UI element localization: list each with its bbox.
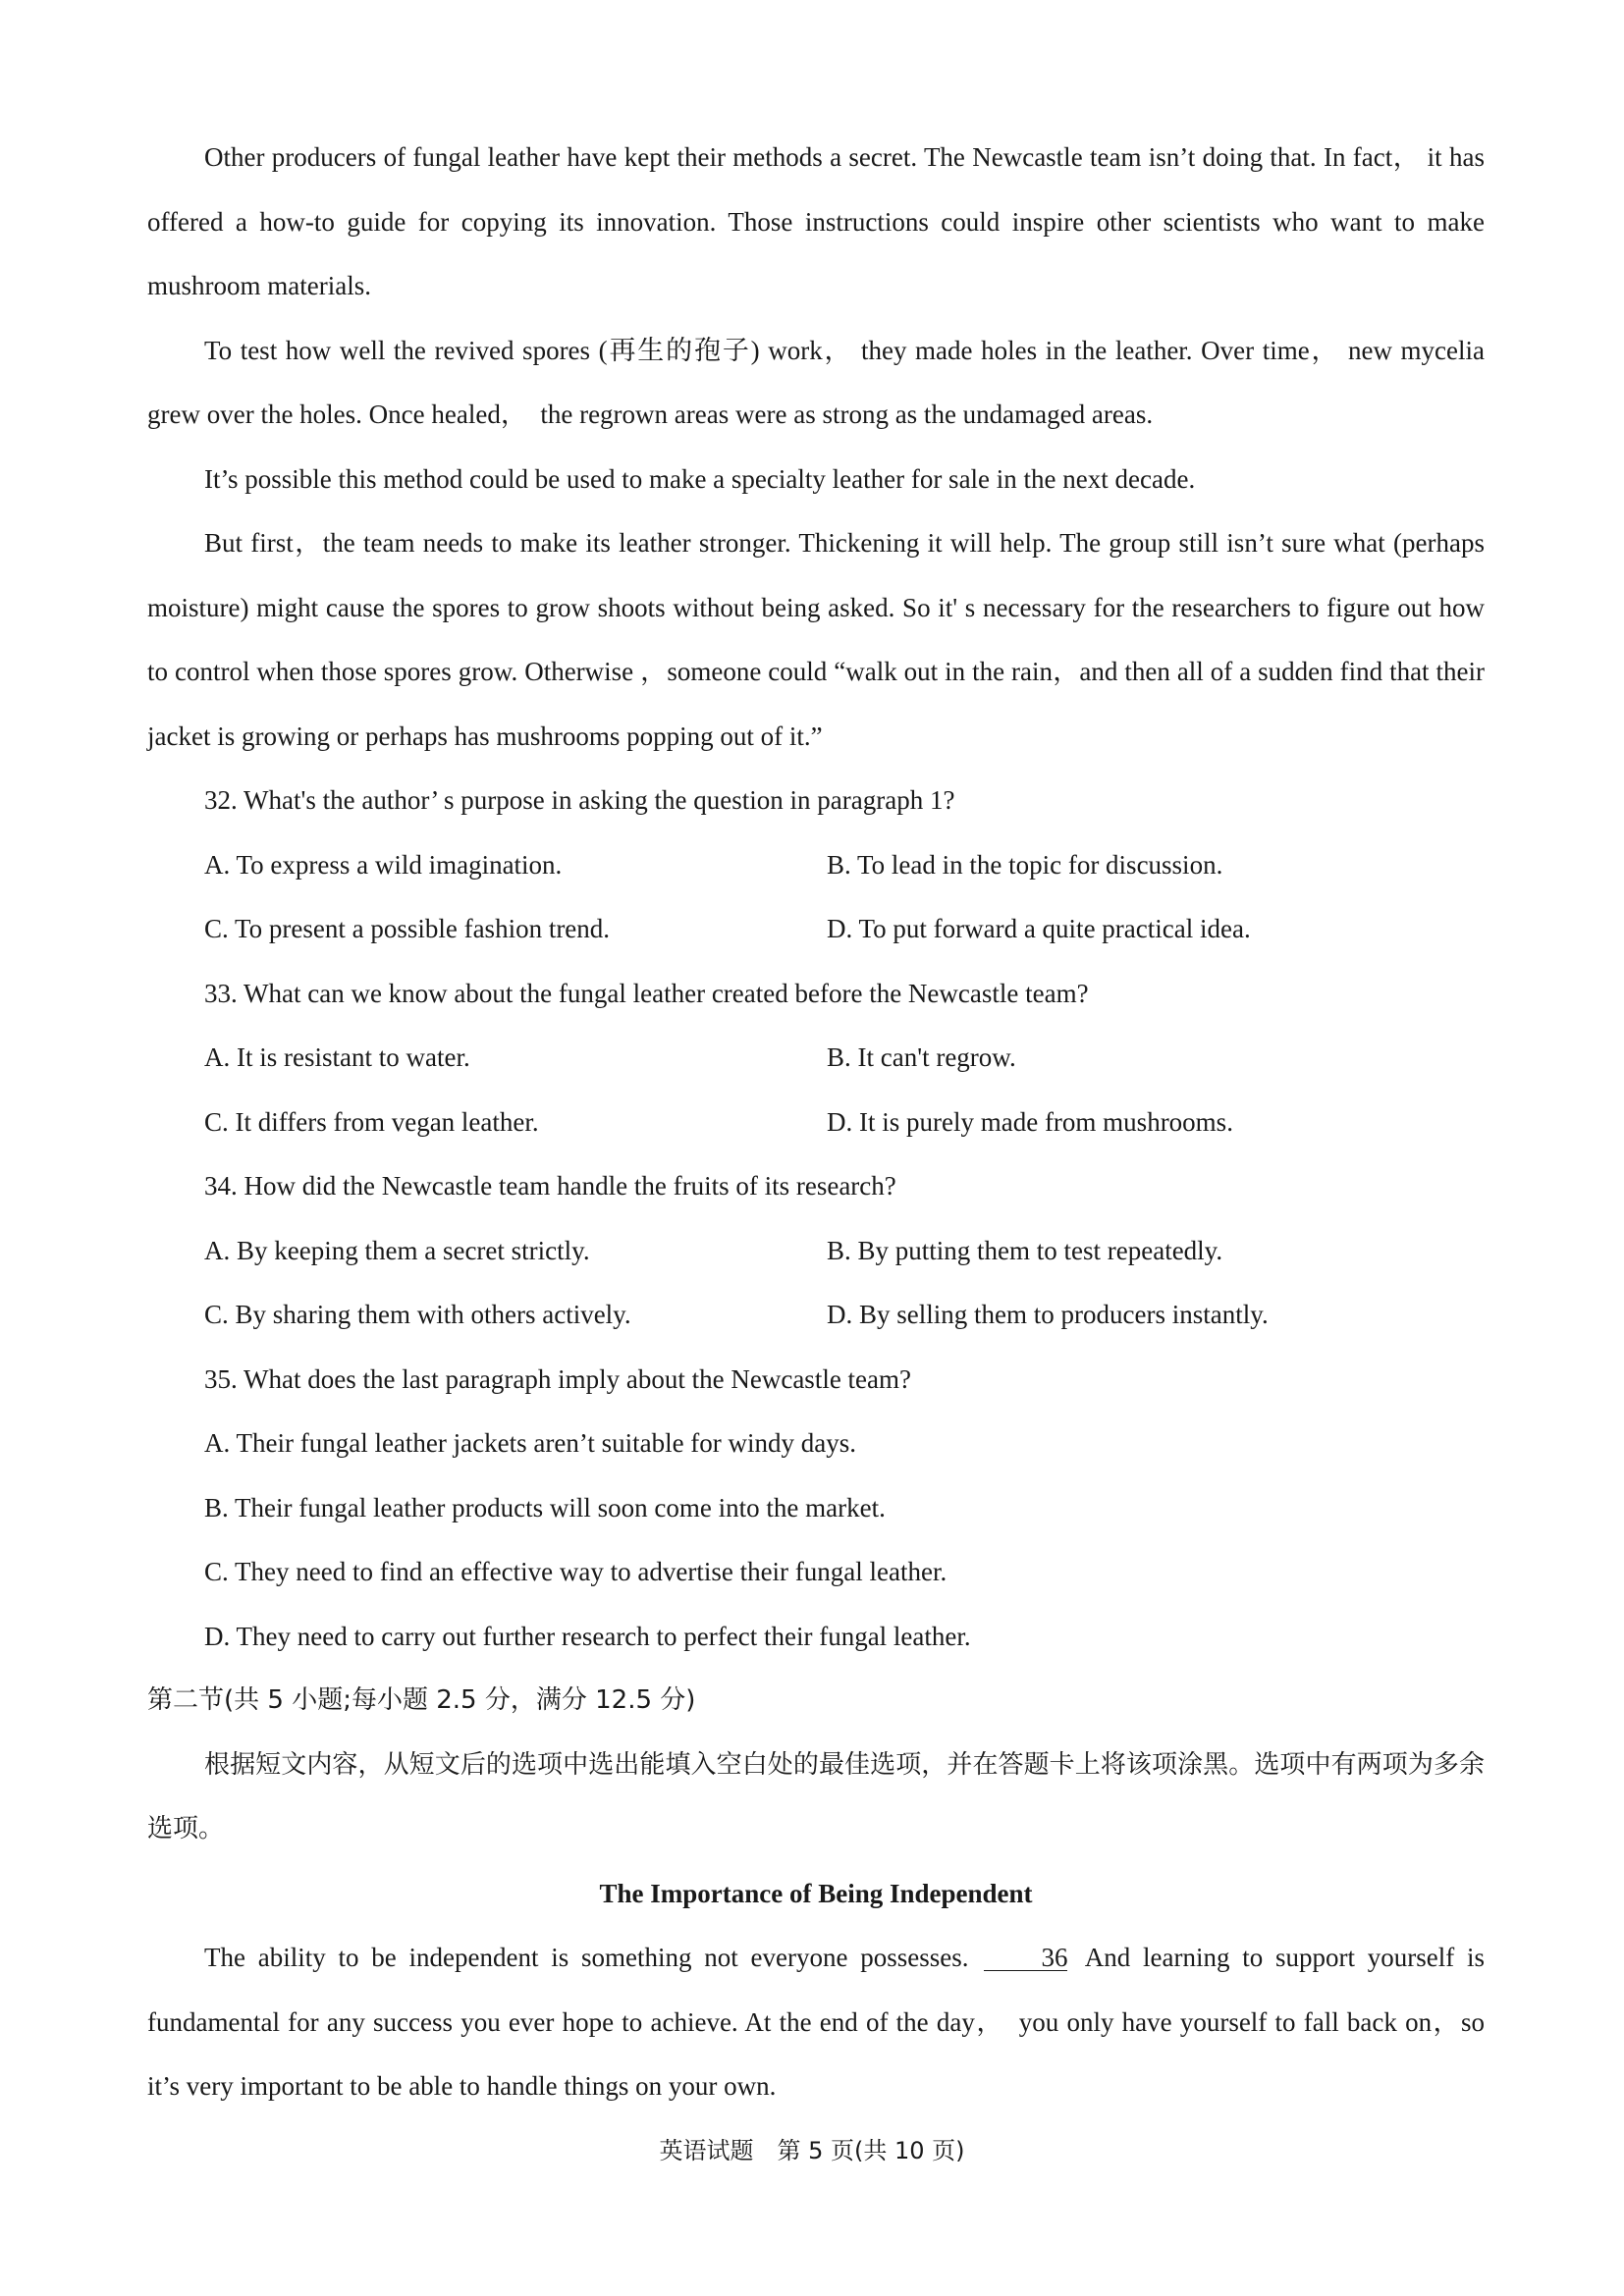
question-stem: 34. How did the Newcastle team handle the fruits of its research? (204, 1171, 896, 1201)
passage-paragraph-3: It’s possible this method could be used to make a specialty leather for sale in the next decade. (204, 463, 1196, 494)
options-row (147, 833, 1485, 898)
option-d: D. By selling them to producers instantly. (827, 1300, 1269, 1329)
question-34 (147, 1154, 1485, 1348)
option-a: A. By keeping them a secret strictly. (204, 1235, 590, 1265)
question-32 (147, 769, 1485, 962)
paragraph-text: The ability to be independent is something not everyone possesses. (204, 1943, 969, 1972)
options-row (147, 1026, 1485, 1091)
options-row (147, 1091, 1485, 1155)
answer-blank: 36 (984, 1945, 1067, 1971)
options-row (147, 1283, 1485, 1348)
passage-paragraph (147, 1926, 1485, 2119)
option-a: A. To express a wild imagination. (204, 849, 563, 880)
question-stem: 35. What does the last paragraph imply about the Newcastle team? (204, 1363, 912, 1394)
option-a: A. It is resistant to water. (204, 1042, 470, 1072)
section-heading: 第二节(共 5 小题;每小题 2.5 分，满分 12.5 分) (147, 1685, 696, 1715)
option-b: B. It can't regrow. (827, 1042, 1016, 1072)
page-content (147, 126, 1485, 2119)
option-b: B. To lead in the topic for discussion. (827, 849, 1223, 880)
option-b: B. Their fungal leather products will soon come into the market. (204, 1492, 886, 1522)
question-35 (147, 1348, 1485, 1670)
options-row (147, 897, 1485, 962)
option-d: D. They need to carry out further research to perfect their fungal leather. (204, 1621, 971, 1651)
options-row (147, 1219, 1485, 1284)
passage-paragraph-1: Other producers of fungal leather have kept their methods a secret. The Newcastle team isn’t doing that. In fact， it has offered a how-to guide for copying its innovation. Those instructions could inspire other scientists who want to make mushroom materials. (147, 142, 1485, 300)
passage-title: The Importance of Being Independent (599, 1878, 1033, 1908)
option-c: C. It differs from vegan leather. (204, 1106, 539, 1137)
option-c: C. By sharing them with others actively. (204, 1300, 631, 1329)
option-d: D. It is purely made from mushrooms. (827, 1106, 1233, 1137)
option-c: C. To present a possible fashion trend. (204, 914, 611, 943)
question-stem: 32. What's the author’ s purpose in asking the question in paragraph 1? (204, 785, 955, 815)
question-33 (147, 962, 1485, 1155)
option-a: A. Their fungal leather jackets aren’t suitable for windy days. (204, 1428, 857, 1458)
paragraph-text: And learning to support yourself is fundamental for any success you ever hope to achieve. At the end of the day， you only have yourself to fall back on，so it’s very important to be able to handle things on your own. (147, 1943, 1486, 2101)
section-instructions: 根据短文内容，从短文后的选项中选出能填入空白处的最佳选项，并在答题卡上将该项涂黑。选项中有两项为多余选项。 (147, 1749, 1485, 1843)
option-c: C. They need to find an effective way to advertise their fungal leather. (204, 1557, 947, 1586)
page-footer: 英语试题 第 5 页(共 10 页) (659, 2137, 965, 2164)
passage-paragraph-2: To test how well the revived spores (再生的孢子) work， they made holes in the leather. Over time， new mycelia grew over the holes. Once healed， the regrown areas were as strong as the undamaged areas. (147, 335, 1485, 429)
passage-paragraph-4: But first，the team needs to make its leather stronger. Thickening it will help. The group still isn’t sure what (perhaps moisture) might cause the spores to grow shoots without being asked. So it' s necessary for the researchers to figure out how to control when those spores grow. Otherwise ，someone could “walk out in the rain，and then all of a sudden find that their jacket is growing or perhaps has mushrooms popping out of it.” (147, 528, 1485, 751)
question-stem: 33. What can we know about the fungal leather created before the Newcastle team? (204, 978, 1089, 1008)
option-d: D. To put forward a quite practical idea. (827, 914, 1251, 943)
option-b: B. By putting them to test repeatedly. (827, 1235, 1223, 1265)
